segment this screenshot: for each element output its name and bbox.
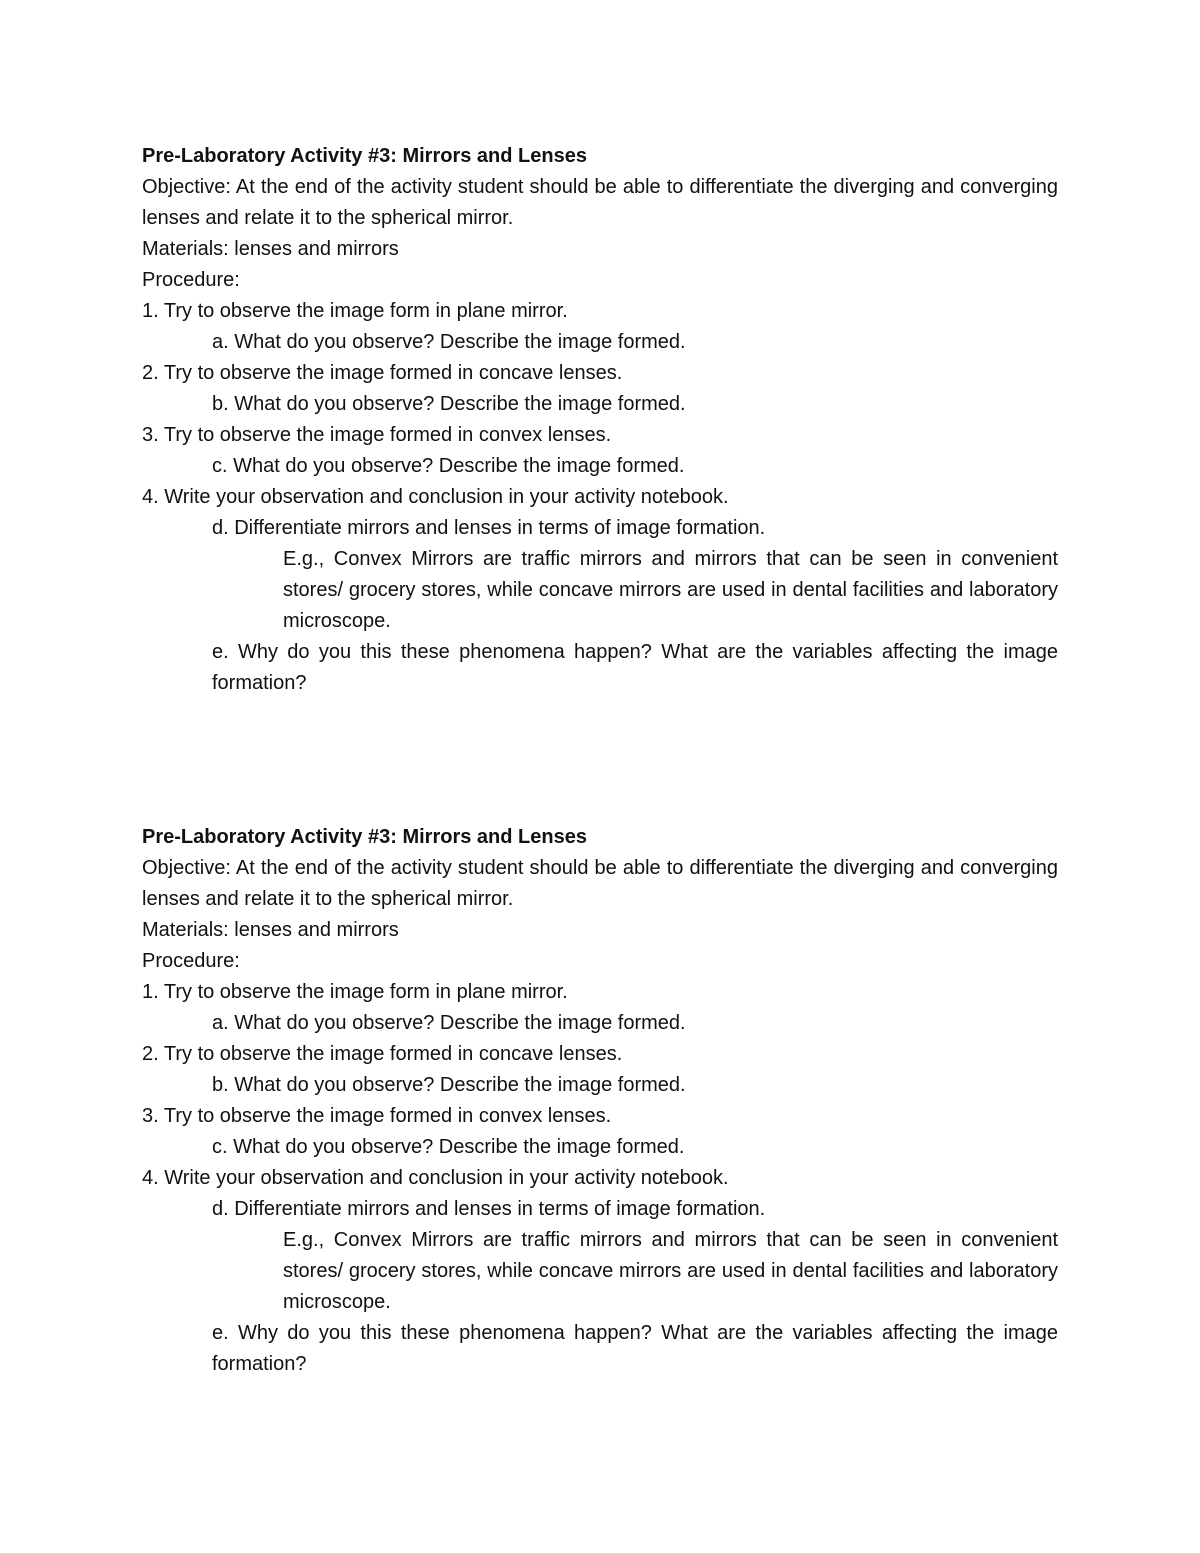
procedure-step-2: 2. Try to observe the image formed in concave lenses.	[142, 1043, 623, 1065]
activity-title: Pre-Laboratory Activity #3: Mirrors and Lenses	[142, 826, 587, 848]
procedure-step-1: 1. Try to observe the image form in plane mirror.	[142, 981, 568, 1003]
objective-text: Objective: At the end of the activity student should be able to differentiate the diverging and converging lenses and relate it to the spherical mirror.	[142, 857, 1058, 910]
activity-section	[142, 141, 1058, 699]
procedure-step-2: 2. Try to observe the image formed in concave lenses.	[142, 362, 623, 384]
procedure-step-4: 4. Write your observation and conclusion in your activity notebook.	[142, 1167, 729, 1189]
question-b: b. What do you observe? Describe the image formed.	[212, 393, 686, 415]
activity-title: Pre-Laboratory Activity #3: Mirrors and Lenses	[142, 145, 587, 167]
example-text: E.g., Convex Mirrors are traffic mirrors and mirrors that can be seen in convenient stores/ grocery stores, while concave mirrors are used in dental facilities and laboratory microscope.	[283, 1229, 1058, 1313]
procedure-step-1: 1. Try to observe the image form in plane mirror.	[142, 300, 568, 322]
objective-text: Objective: At the end of the activity student should be able to differentiate the diverging and converging lenses and relate it to the spherical mirror.	[142, 176, 1058, 229]
example-text: E.g., Convex Mirrors are traffic mirrors and mirrors that can be seen in convenient stores/ grocery stores, while concave mirrors are used in dental facilities and laboratory microscope.	[283, 548, 1058, 632]
materials-text: Materials: lenses and mirrors	[142, 919, 399, 941]
question-c: c. What do you observe? Describe the image formed.	[212, 1136, 685, 1158]
materials-text: Materials: lenses and mirrors	[142, 238, 399, 260]
question-c: c. What do you observe? Describe the image formed.	[212, 455, 685, 477]
question-a: a. What do you observe? Describe the image formed.	[212, 331, 686, 353]
question-d: d. Differentiate mirrors and lenses in terms of image formation.	[212, 517, 766, 539]
procedure-step-4: 4. Write your observation and conclusion in your activity notebook.	[142, 486, 729, 508]
procedure-step-3: 3. Try to observe the image formed in convex lenses.	[142, 1105, 612, 1127]
question-a: a. What do you observe? Describe the image formed.	[212, 1012, 686, 1034]
question-e: e. Why do you this these phenomena happen? What are the variables affecting the image formation?	[212, 1322, 1058, 1375]
activity-section	[142, 822, 1058, 1380]
question-b: b. What do you observe? Describe the image formed.	[212, 1074, 686, 1096]
procedure-label: Procedure:	[142, 950, 240, 972]
procedure-step-3: 3. Try to observe the image formed in convex lenses.	[142, 424, 612, 446]
question-e: e. Why do you this these phenomena happen? What are the variables affecting the image formation?	[212, 641, 1058, 694]
question-d: d. Differentiate mirrors and lenses in terms of image formation.	[212, 1198, 766, 1220]
procedure-label: Procedure:	[142, 269, 240, 291]
